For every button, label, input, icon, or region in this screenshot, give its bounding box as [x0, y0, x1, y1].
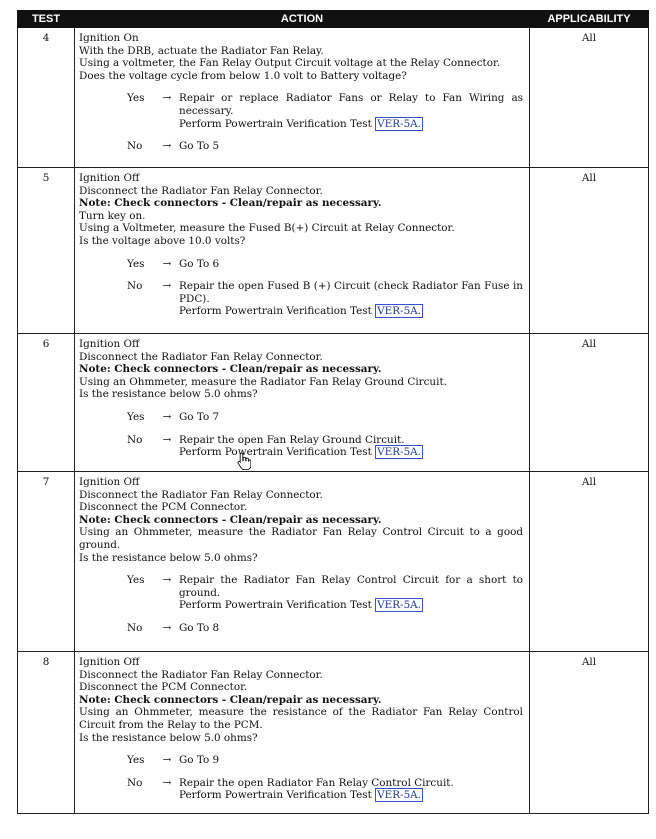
yes-label: Yes	[127, 574, 145, 587]
yes-branch	[79, 258, 523, 271]
no-result: Repair the open Fan Relay Ground Circuit.	[179, 433, 405, 446]
step-text: Using a voltmeter, the Fan Relay Output Circuit voltage at the Relay Connector.	[79, 57, 501, 70]
action-cell	[75, 472, 530, 652]
step-text: Turn key on.	[79, 209, 146, 222]
yes-result: Go To 7	[179, 410, 220, 423]
note-text: Note: Check connectors - Clean/repair as necessary.	[79, 693, 382, 706]
test-number: 8	[18, 652, 75, 814]
test-row-8	[18, 652, 649, 814]
note-text: Note: Check connectors - Clean/repair as necessary.	[79, 197, 382, 210]
yes-branch	[79, 411, 523, 424]
step-text: Ignition Off	[79, 656, 140, 668]
step-text: Ignition Off	[79, 476, 140, 488]
action-cell	[75, 334, 530, 472]
arrow-icon: →	[162, 410, 172, 423]
applicability-value: All	[530, 652, 649, 814]
verify-text: Perform Powertrain Verification Test	[179, 599, 372, 612]
yes-label: Yes	[127, 92, 145, 105]
yes-branch	[79, 754, 523, 767]
step-text: Using an Ohmmeter, measure the Radiator Fan Relay Ground Circuit.	[79, 375, 447, 388]
no-branch	[79, 622, 523, 635]
yes-result: Go To 9	[179, 754, 220, 767]
hand-pointer-icon	[237, 452, 251, 470]
no-label: No	[127, 776, 143, 789]
verify-text: Perform Powertrain Verification Test	[179, 117, 372, 130]
applicability-value: All	[530, 168, 649, 334]
no-result: Go To 5	[179, 140, 220, 153]
verify-test-link[interactable]: VER-5A.	[377, 789, 421, 802]
note-text: Note: Check connectors - Clean/repair as necessary.	[79, 363, 382, 376]
header-applicability: APPLICABILITY	[530, 11, 649, 28]
arrow-icon: →	[162, 280, 172, 293]
verify-test-link[interactable]: VER-5A.	[377, 446, 421, 459]
question-text: Is the resistance below 5.0 ohms?	[79, 551, 258, 564]
test-number: 5	[18, 168, 75, 334]
step-text: Ignition Off	[79, 172, 140, 184]
step-text: Disconnect the Radiator Fan Relay Connector.	[79, 184, 323, 197]
note-text: Note: Check connectors - Clean/repair as necessary.	[79, 513, 382, 526]
arrow-icon: →	[162, 433, 172, 446]
step-text: Ignition On	[79, 32, 139, 44]
no-label: No	[127, 621, 143, 634]
no-label: No	[127, 433, 143, 446]
applicability-value: All	[530, 28, 649, 168]
verify-test-link[interactable]: VER-5A.	[377, 305, 421, 318]
no-label: No	[127, 280, 143, 293]
header-test: TEST	[18, 11, 75, 28]
test-number: 6	[18, 334, 75, 472]
action-cell	[75, 652, 530, 814]
step-text: Disconnect the Radiator Fan Relay Connector.	[79, 350, 323, 363]
step-text: Disconnect the PCM Connector.	[79, 501, 248, 514]
no-branch	[79, 140, 523, 153]
step-text: Ignition Off	[79, 338, 140, 350]
test-row-6	[18, 334, 649, 472]
action-cell	[75, 168, 530, 334]
question-text: Is the voltage above 10.0 volts?	[79, 234, 246, 247]
arrow-icon: →	[162, 754, 172, 767]
yes-branch	[79, 92, 523, 130]
verify-text: Perform Powertrain Verification Test	[179, 446, 372, 459]
verify-text: Perform Powertrain Verification Test	[179, 305, 372, 318]
no-result: Go To 8	[179, 621, 220, 634]
arrow-icon: →	[162, 621, 172, 634]
step-text: Disconnect the Radiator Fan Relay Connector.	[79, 488, 323, 501]
step-text: Disconnect the PCM Connector.	[79, 681, 248, 694]
no-branch	[79, 280, 523, 318]
arrow-icon: →	[162, 140, 172, 153]
yes-label: Yes	[127, 754, 145, 767]
no-result: Repair the open Radiator Fan Relay Control Circuit.	[179, 776, 454, 789]
question-text: Is the resistance below 5.0 ohms?	[79, 731, 258, 744]
step-text: Disconnect the Radiator Fan Relay Connector.	[79, 668, 323, 681]
test-row-7	[18, 472, 649, 652]
verify-test-link[interactable]: VER-5A.	[377, 599, 421, 612]
test-number: 7	[18, 472, 75, 652]
table-header-row	[18, 11, 649, 28]
step-text: Using an Ohmmeter, measure the resistance of the Radiator Fan Relay Control Circuit from the Relay to the PCM.	[79, 706, 523, 731]
step-text: Using a Voltmeter, measure the Fused B(+) Circuit at Relay Connector.	[79, 222, 455, 235]
step-text: With the DRB, actuate the Radiator Fan Relay.	[79, 44, 324, 57]
test-row-4	[18, 28, 649, 168]
arrow-icon: →	[162, 257, 172, 270]
yes-label: Yes	[127, 410, 145, 423]
verify-text: Perform Powertrain Verification Test	[179, 789, 372, 802]
yes-result: Go To 6	[179, 257, 220, 270]
yes-label: Yes	[127, 257, 145, 270]
test-number: 4	[18, 28, 75, 168]
applicability-value: All	[530, 334, 649, 472]
header-action: ACTION	[75, 11, 530, 28]
no-result: Repair the open Fused B (+) Circuit (check Radiator Fan Fuse in PDC).	[179, 280, 523, 305]
arrow-icon: →	[162, 574, 172, 587]
diagnostic-sheet	[17, 10, 648, 814]
step-text: Using an Ohmmeter, measure the Radiator Fan Relay Control Circuit to a good ground.	[79, 526, 523, 551]
diagnostic-table	[17, 10, 649, 814]
question-text: Does the voltage cycle from below 1.0 volt to Battery voltage?	[79, 69, 407, 82]
test-row-5	[18, 168, 649, 334]
verify-test-link[interactable]: VER-5A.	[377, 117, 421, 130]
question-text: Is the resistance below 5.0 ohms?	[79, 388, 258, 401]
yes-result: Repair the Radiator Fan Relay Control Circuit for a short to ground.	[179, 574, 523, 599]
arrow-icon: →	[162, 92, 172, 105]
arrow-icon: →	[162, 776, 172, 789]
applicability-value: All	[530, 472, 649, 652]
yes-result: Repair or replace Radiator Fans or Relay to Fan Wiring as necessary.	[179, 92, 523, 117]
action-cell	[75, 28, 530, 168]
no-label: No	[127, 140, 143, 153]
no-branch	[79, 434, 523, 459]
yes-branch	[79, 574, 523, 612]
no-branch	[79, 777, 523, 802]
